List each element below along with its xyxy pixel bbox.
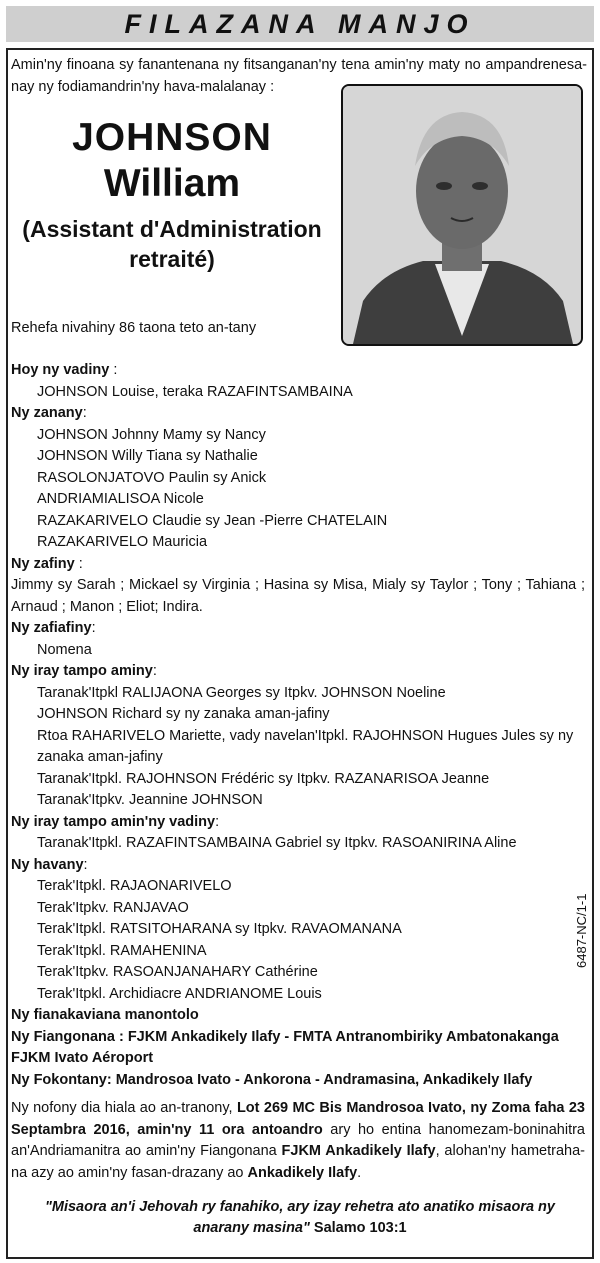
list-item: Taranak'Itpkl. RAJOHNSON Frédéric sy Itpkv. RAZANARISOA Jeanne [37,770,490,787]
list-item: Terak'Itpkv. RASOANJANAHARY Cathérine [37,964,318,980]
list-item: JOHNSON Willy Tiana sy Nathalie [37,448,258,464]
deceased-name-block [10,116,334,274]
section-fianakaviana: Ny fianakaviana manontolo [11,1007,199,1023]
notice-header: FILAZANA MANJO [6,6,594,42]
list-item: Terak'Itpkl. Archidiacre ANDRIANOME Louis [37,985,322,1002]
list-item: Taranak'Itpkv. Jeannine JOHNSON [37,792,263,808]
list-item: JOHNSON Johnny Mamy sy Nancy [37,426,266,443]
list-item: RAZAKARIVELO Mauricia [37,534,208,550]
bible-quote [20,1197,580,1239]
list-item: Nomena [37,641,92,658]
quote-reference: Salamo 103:1 [313,1220,407,1236]
funeral-details: Ny nofony dia hiala ao an-tranony, Lot 269 MC Bis Mandrosoa Ivato, ny Zoma faha 23 Septambra 2016, amin'ny 11 ora antoandro ary ho entina hanomezam-boninahitra an'Andriamanitra ao amin'ny Fiangonana FJKM Ankadikely Ilafy, alohan'ny hametraha-na azy ao amin'ny fasan-drazany ao Ankadikely Ilafy. [11,1100,585,1181]
section-iray-tampo: Ny iray tampo aminy: [11,663,157,679]
section-zafiafiny: Ny zafiafiny: [11,620,96,636]
list-item: Terak'Itpkl. RATSITOHARANA sy Itpkv. RAVAOMANANA [37,921,402,937]
list-item: Taranak'Itpkl. RAZAFINTSAMBAINA Gabriel sy Itpkv. RASOANIRINA Aline [37,835,517,851]
deceased-surname: JOHNSON [72,116,272,159]
quote-text: "Misaora an'i Jehovah ry fanahiko, ary izay rehetra ato anatiko misaora ny anarany masina" [45,1199,555,1236]
list-item: RASOLONJATOVO Paulin sy Anick [37,469,267,486]
list-item: Rtoa RAHARIVELO Mariette, vady navelan'Itpkl. RAJOHNSON Hugues Jules sy ny zanaka aman-jafiny [37,727,574,765]
section-iray-tampo-vady: Ny iray tampo amin'ny vadiny: [11,813,220,830]
list-item: RAZAKARIVELO Claudie sy Jean -Pierre CHATELAIN [37,512,388,529]
reference-code: 6487-NC/1-1 [574,893,589,968]
section-havany: Ny havany: [11,856,88,873]
section-zafiny: Ny zafiny : [11,555,83,572]
section-vadiny: Hoy ny vadiny : [11,362,118,378]
list-item: Terak'Itpkl. RAJAONARIVELO [37,878,232,894]
section-zanany: Ny zanany: [11,405,87,421]
list-item: Terak'Itpkl. RAMAHENINA [37,942,207,959]
list-item: Jimmy sy Sarah ; Mickael sy Virginia ; Hasina sy Misa, Mialy sy Taylor ; Tony ; Tahiana ; Arnaud ; Manon ; Eliot; Indira. [11,577,585,615]
list-item: JOHNSON Richard sy ny zanaka aman-jafiny [37,706,330,722]
age-text: Rehefa nivahiny 86 taona teto an-tany [11,320,257,336]
deceased-given-name: William [103,162,241,205]
section-fiangonana: Ny Fiangonana : FJKM Ankadikely Ilafy - FMTA Antranombiriky Ambatonakanga FJKM Ivato Aéroport [11,1028,559,1066]
list-item: Terak'Itpkv. RANJAVAO [37,899,189,916]
family-list [11,360,585,1091]
intro-text: Amin'ny finoana sy fanantenana ny fitsanganan'ny tena amin'ny maty no ampandrenesa-nay ny fodiamandrin'ny hava-malalanay : [11,57,587,95]
section-fokontany: Ny Fokontany: Mandrosoa Ivato - Ankorona - Andramasina, Ankadikely Ilafy [11,1071,533,1088]
list-item: JOHNSON Louise, teraka RAZAFINTSAMBAINA [37,383,353,400]
portrait-photo-icon [341,84,583,346]
list-item: ANDRIAMIALISOA Nicole [37,491,204,507]
deceased-title: (Assistant d'Administration retraité) [22,216,322,272]
list-item: Taranak'Itpkl RALIJAONA Georges sy Itpkv. JOHNSON Noeline [37,684,446,701]
